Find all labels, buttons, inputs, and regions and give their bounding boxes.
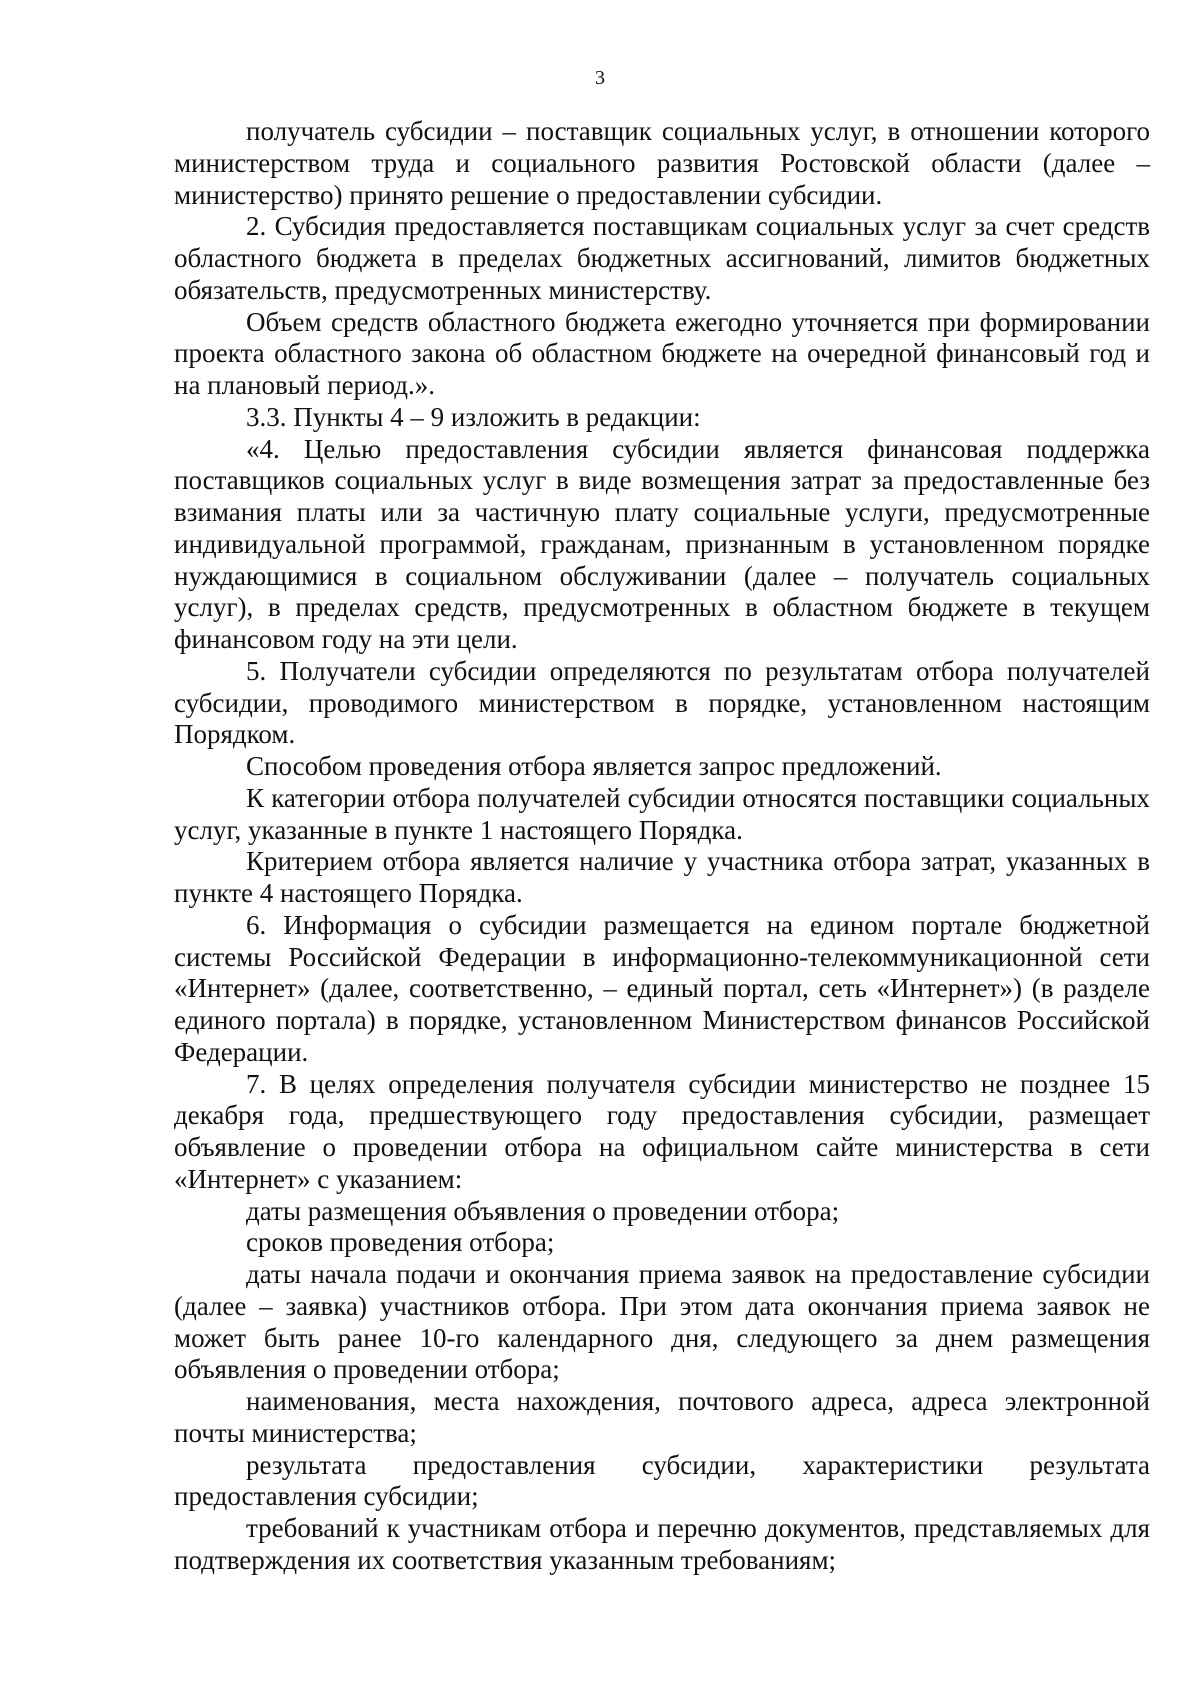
paragraph: Критерием отбора является наличие у участника отбора затрат, указанных в пункте 4 настоящего Порядка. — [174, 846, 1150, 908]
paragraph: получатель субсидии – поставщик социальных услуг, в отношении которого министерством труда и социального развития Ростовской области (далее – министерство) принято решение о предоставлении субсидии. — [174, 116, 1150, 210]
page-number: 3 — [595, 67, 605, 89]
paragraph: 5. Получатели субсидии определяются по результатам отбора получателей субсидии, проводимого министерством в порядке, установленном настоящим Порядком. — [174, 655, 1150, 750]
paragraph: даты размещения объявления о проведении отбора; — [246, 1195, 840, 1226]
paragraph: требований к участникам отбора и перечню документов, представляемых для подтверждения их соответствия указанным требованиям; — [174, 1513, 1150, 1575]
paragraph: Способом проведения отбора является запрос предложений. — [246, 751, 942, 781]
paragraph: 6. Информация о субсидии размещается на едином портале бюджетной системы Российской Федерации в информационно-телекоммуникационной сети «Интернет» (далее, соответственно, – единый портал, сеть «Интернет») (в разделе единого портала) в порядке, установленном Министерством финансов Российской Федерации. — [174, 909, 1150, 1067]
paragraph: даты начала подачи и окончания приема заявок на предоставление субсидии (далее – заявка) участников отбора. При этом дата окончания приема заявок не может быть ранее 10-го календарного дня, следующего за днем размещения объявления о проведении отбора; — [174, 1259, 1150, 1385]
paragraph: «4. Целью предоставления субсидии является финансовая поддержка поставщиков социальных услуг в виде возмещения затрат за предоставленные без взимания платы или за частичную плату социальные услуги, предусмотренные индивидуальной программой, гражданам, признанным в установленном порядке нуждающимися в социальном обслуживании (далее – получатель социальных услуг), в пределах средств, предусмотренных в областном бюджете в текущем финансовом году на эти цели. — [174, 433, 1150, 654]
paragraph: 2. Субсидия предоставляется поставщикам социальных услуг за счет средств областного бюджета в пределах бюджетных ассигнований, лимитов бюджетных обязательств, предусмотренных министерству. — [174, 211, 1150, 305]
document-body — [174, 116, 1150, 1577]
paragraph: 7. В целях определения получателя субсидии министерство не позднее 15 декабря года, предшествующего году предоставления субсидии, размещает объявление о проведении отбора на официальном сайте министерства в сети «Интернет» с указанием: — [174, 1068, 1150, 1194]
paragraph: Объем средств областного бюджета ежегодно уточняется при формировании проекта областного закона об областном бюджете на очередной финансовый год и на плановый период.». — [174, 306, 1150, 400]
paragraph: 3.3. Пункты 4 – 9 изложить в редакции: — [246, 401, 701, 432]
paragraph: наименования, места нахождения, почтового адреса, адреса электронной почты министерства; — [174, 1386, 1150, 1448]
paragraph: К категории отбора получателей субсидии относятся поставщики социальных услуг, указанные в пункте 1 настоящего Порядка. — [174, 782, 1150, 845]
paragraph: сроков проведения отбора; — [246, 1227, 555, 1258]
paragraph: результата предоставления субсидии, характеристики результата предоставления субсидии; — [174, 1449, 1150, 1512]
